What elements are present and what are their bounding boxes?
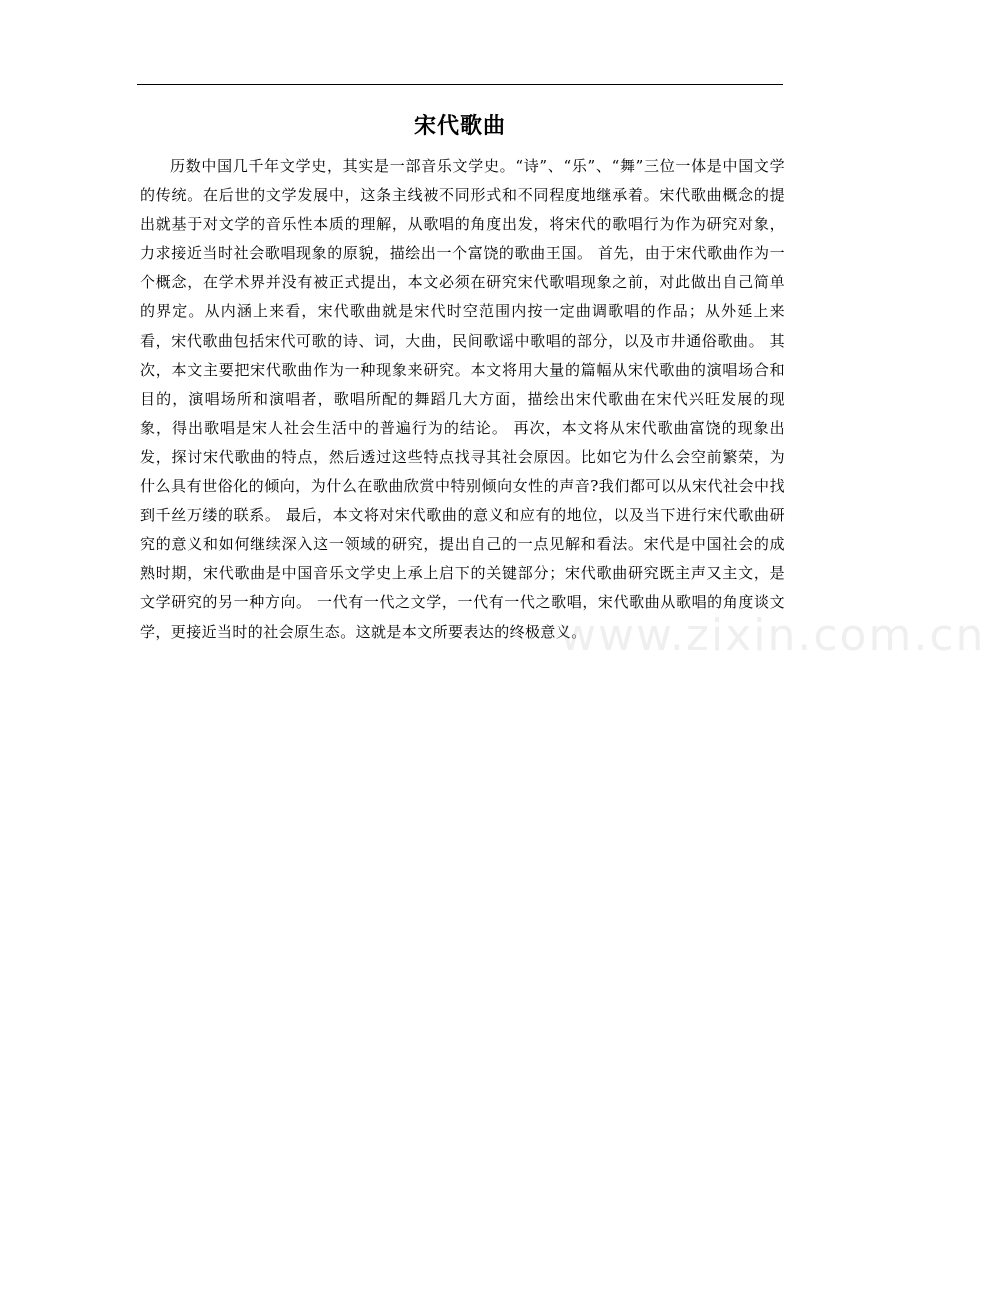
body-paragraph: 历数中国几千年文学史，其实是一部音乐文学史。“诗”、“乐”、“舞”三位一体是中国文学的传统。在后世的文学发展中，这条主线被不同形式和不同程度地继承着。宋代歌曲概念的提出就基于对文学的音乐性本质的理解，从歌唱的角度出发，将宋代的歌唱行为作为研究对象，力求接近当时社会歌唱现象的原貌，描绘出一个富饶的歌曲王国。 首先，由于宋代歌曲作为一个概念，在学术界并没有被正式提出，本文必须在研究宋代歌唱现象之前，对此做出自己简单的界定。从内涵上来看，宋代歌曲就是宋代时空范围内按一定曲调歌唱的作品；从外延上来看，宋代歌曲包括宋代可歌的诗、词，大曲，民间歌谣中歌唱的部分，以及市井通俗歌曲。 其次，本文主要把宋代歌曲作为一种现象来研究。本文将用大量的篇幅从宋代歌曲的演唱场合和目的，演唱场所和演唱者，歌唱所配的舞蹈几大方面，描绘出宋代歌曲在宋代兴旺发展的现象，得出歌唱是宋人社会生活中的普遍行为的结论。 再次，本文将从宋代歌曲富饶的现象出发，探讨宋代歌曲的特点，然后透过这些特点找寻其社会原因。比如它为什么会空前繁荣，为什么具有世俗化的倾向，为什么在歌曲欣赏中特别倾向女性的声音?我们都可以从宋代社会中找到千丝万缕的联系。 最后，本文将对宋代歌曲的意义和应有的地位，以及当下进行宋代歌曲研究的意义和如何继续深入这一领域的研究，提出自己的一点见解和看法。宋代是中国社会的成熟时期，宋代歌曲是中国音乐文学史上承上启下的关键部分；宋代歌曲研究既主声又主文，是文学研究的另一种方向。 一代有一代之文学，一代有一代之歌唱，宋代歌曲从歌唱的角度谈文学，更接近当时的社会原生态。这就是本文所要表达的终极意义。	[140, 157, 785, 641]
page-title: 宋代歌曲	[413, 114, 506, 139]
header-rule	[137, 84, 783, 85]
watermark-text: www.zixin.com.cn	[560, 610, 985, 661]
